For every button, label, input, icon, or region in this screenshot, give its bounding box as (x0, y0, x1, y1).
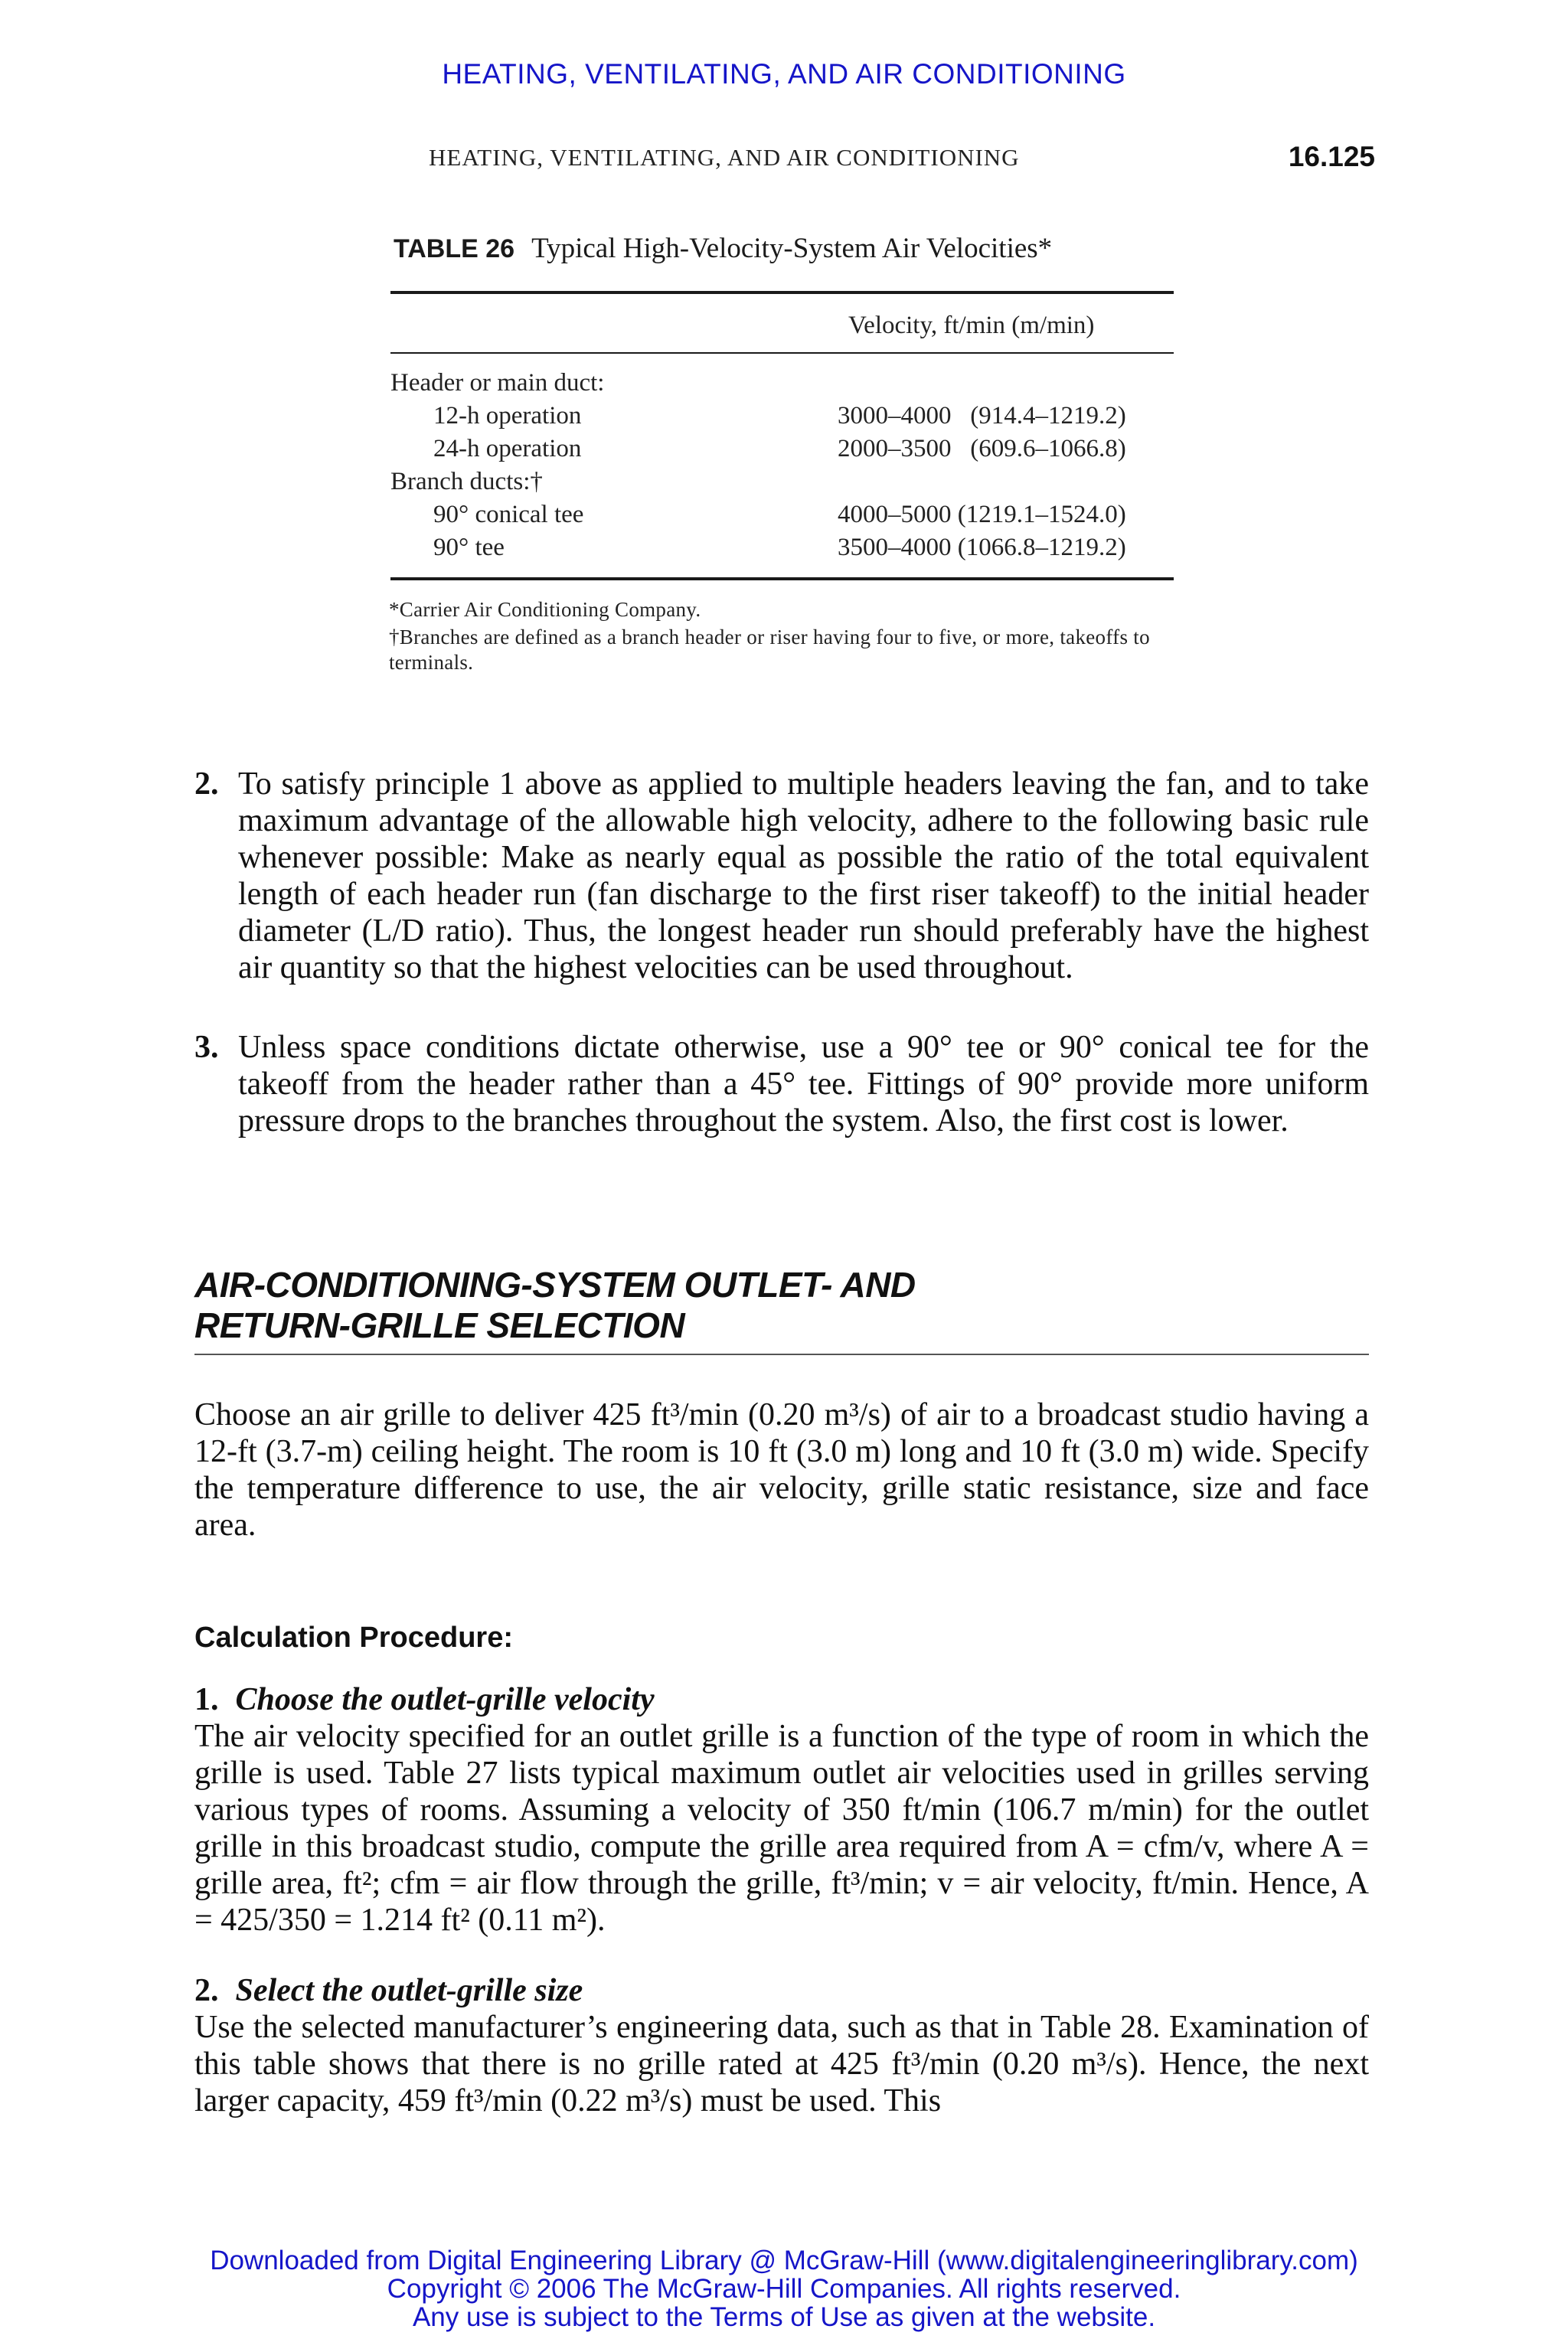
list-item-number: 3. (194, 1030, 219, 1065)
table-row-value: 3500–4000 (1066.8–1219.2) (838, 534, 1126, 561)
section-title-line: AIR-CONDITIONING-SYSTEM OUTLET- AND (194, 1265, 916, 1305)
step-text: Use the selected manufacturer’s engineering data, such as that in Table 28. Examination of this table shows that there is no grille rated at 425 ft³/min (0.20 m³/s). Hence, the next larger capacity, 459 ft³/min (0.22 m³/s) must be used. This (194, 2010, 1369, 2118)
step-number: 1. (194, 1682, 219, 1717)
table-row-label: Branch ducts:† (390, 468, 543, 495)
footer-copyright: Copyright © 2006 The McGraw-Hill Companies. All rights reserved. (387, 2274, 1181, 2304)
section-title-line: RETURN-GRILLE SELECTION (194, 1305, 685, 1345)
section-title (194, 1265, 916, 1346)
source-banner: HEATING, VENTILATING, AND AIR CONDITIONING (442, 58, 1126, 90)
list-item-text: Unless space conditions dictate otherwise, use a 90° tee or 90° conical tee for the takeoff from the header rather than a 45° tee. Fittings of 90° provide more uniform pressure drops to the branches throughout the system. Also, the first cost is lower. (238, 1030, 1369, 1138)
table-footnote: *Carrier Air Conditioning Company. (389, 598, 701, 621)
list-item (194, 1029, 1369, 1139)
step-heading (194, 1681, 655, 1718)
table-row-label: 90° tee (433, 534, 505, 561)
table-top-rule (390, 291, 1174, 294)
table-row-value: 2000–3500 (609.6–1066.8) (838, 435, 1126, 462)
table-label: TABLE 26 (394, 234, 515, 263)
problem-statement: Choose an air grille to deliver 425 ft³/min (0.20 m³/s) of air to a broadcast studio having a 12-ft (3.7-m) ceiling height. The room is 10 ft (3.0 m) long and 10 ft (3.0 m) wide. Specify the temperature difference to use, the air velocity, grille static resistance, size and face area. (194, 1397, 1369, 1543)
list-item-number: 2. (194, 766, 219, 802)
footer-download-link[interactable]: Downloaded from Digital Engineering Library @ McGraw-Hill (www.digitalengineeringlibrary.com) (210, 2246, 1358, 2275)
list-item (194, 766, 1369, 986)
table-row-value: 3000–4000 (914.4–1219.2) (838, 402, 1126, 430)
step-title: Choose the outlet-grille velocity (235, 1682, 655, 1717)
table-row-label: 12-h operation (433, 402, 582, 430)
list-item-text: To satisfy principle 1 above as applied to multiple headers leaving the fan, and to take maximum advantage of the allowable high velocity, adhere to the following basic rule whenever possible: Make as nearly equal as possible the ratio of the total equivalent length of each header run (fan discharge to the first riser takeoff) to the initial header diameter (L/D ratio). Thus, the longest header run should preferably have the highest air quantity so that the highest velocities can be used throughout. (238, 766, 1369, 985)
step-text: The air velocity specified for an outlet grille is a function of the type of room in which the grille is used. Table 27 lists typical maximum outlet air velocities used in grilles serving various types of rooms. Assuming a velocity of 350 ft/min (106.7 m/min) for the outlet grille in this broadcast studio, compute the grille area required from A = cfm/v, where A = grille area, ft²; cfm = air flow through the grille, ft³/min; v = air velocity, ft/min. Hence, A = 425/350 = 1.214 ft² (0.11 m²). (194, 1719, 1369, 1938)
table-bottom-rule (390, 577, 1174, 580)
table-row-label: 24-h operation (433, 435, 582, 462)
footer-terms: Any use is subject to the Terms of Use as given at the website. (412, 2302, 1156, 2332)
table-caption (394, 232, 1052, 265)
table-header-rule (390, 352, 1174, 354)
page-number: 16.125 (1288, 141, 1375, 172)
table-title: Typical High-Velocity-System Air Velocities* (531, 233, 1053, 264)
calc-heading: Calculation Procedure: (194, 1622, 513, 1654)
table-row-label: 90° conical tee (433, 501, 584, 528)
step-number: 2. (194, 1973, 219, 2008)
table-column-header: Velocity, ft/min (m/min) (848, 312, 1095, 339)
step-heading (194, 1972, 583, 2009)
step-title: Select the outlet-grille size (235, 1973, 583, 2008)
table-row-value: 4000–5000 (1219.1–1524.0) (838, 501, 1126, 528)
running-head: HEATING, VENTILATING, AND AIR CONDITIONING (429, 144, 1020, 171)
table-row-label: Header or main duct: (390, 369, 605, 397)
table-footnote: †Branches are defined as a branch header or riser having four to five, or more, takeoffs to terminals. (389, 626, 1150, 674)
section-rule (194, 1354, 1369, 1355)
